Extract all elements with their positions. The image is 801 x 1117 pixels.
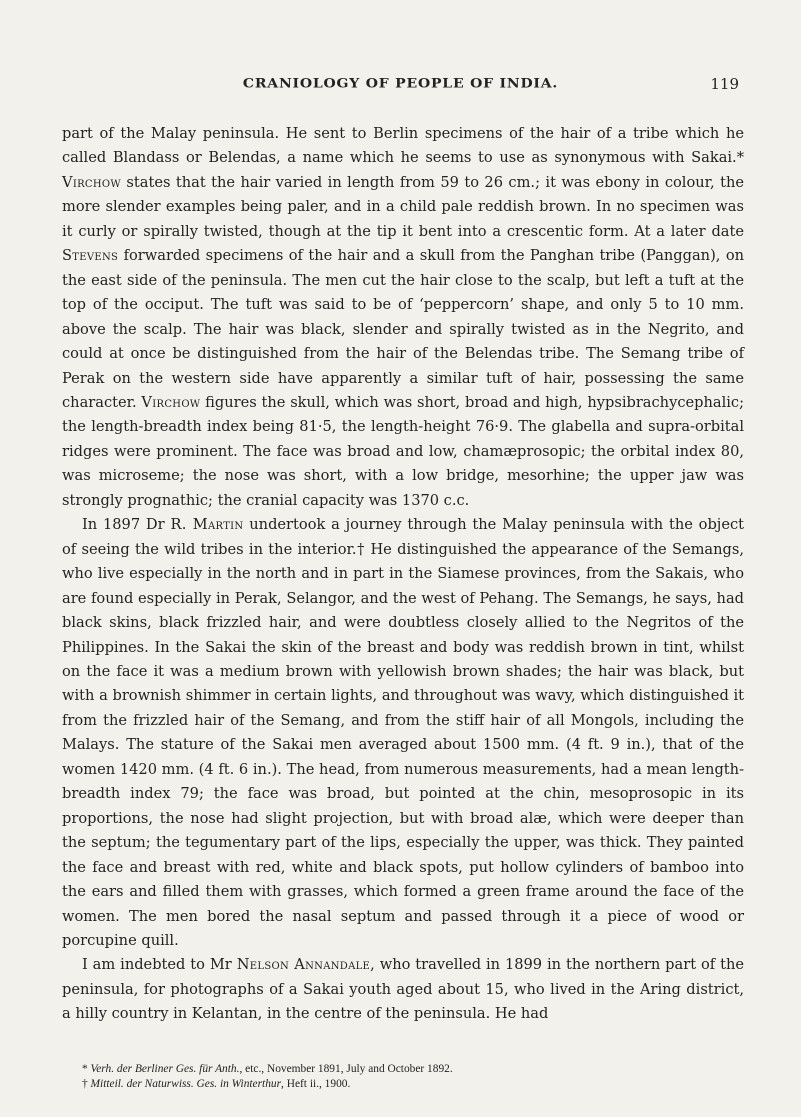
page-number: 119 bbox=[710, 75, 739, 93]
author-name: Nelson Annandale bbox=[236, 956, 371, 974]
text-run: I am indebted to Mr bbox=[82, 956, 237, 974]
footnote-mark: * bbox=[82, 1063, 91, 1075]
footnote-text: , etc., November 1891, July and October 1892. bbox=[239, 1063, 453, 1075]
paragraph-1 bbox=[62, 122, 744, 513]
text-run: In 1897 Dr bbox=[82, 516, 171, 534]
text-run: forwarded specimens of the hair and a skull from the Panghan tribe (Panggan), on the east side of the peninsula. The men cut the hair close to the scalp, but left a tuft at the top of the occiput. The tuft was said to be of ‘peppercorn’ shape, and only 5 to 10 mm. above the scalp. The hair was black, slender and spirally twisted as in the Negrito, and could at once be distinguished from the hair of the Belendas tribe. The Semang tribe of Perak on the western side have apparently a similar tuft of hair, possessing the same character. bbox=[62, 247, 744, 411]
author-name: R. Martin bbox=[170, 516, 244, 534]
author-name: Stevens bbox=[62, 247, 119, 265]
text-run: figures the skull, which was short, broad and high, hypsibrachycephalic; the length-breadth index being 81·5, the length-height 76·9. The glabella and supra-orbital ridges were prominent. The face was broad and low, chamæprosopic; the orbital index 80, was microseme; the nose was short, with a low bridge, mesorhine; the upper jaw was strongly prognathic; the cranial capacity was 1370 c.c. bbox=[62, 393, 744, 509]
footnote-mark: † bbox=[82, 1078, 91, 1090]
text-run: states that the hair varied in length from 59 to 26 cm.; it was ebony in colour, the more slender examples being paler, and in a child pale reddish brown. In no specimen was it curly or spirally twisted, though at the tip it bent into a crescentic form. At a later date bbox=[62, 173, 744, 240]
footnote-1 bbox=[62, 1062, 744, 1077]
footnote-2 bbox=[62, 1077, 744, 1092]
footnote-title: Mitteil. der Naturwiss. Ges. in Winterthur bbox=[90, 1078, 282, 1090]
footnote-text: , Heft ii., 1900. bbox=[281, 1078, 351, 1090]
paragraph-3 bbox=[62, 953, 744, 1026]
page-header bbox=[0, 76, 801, 100]
running-head: CRANIOLOGY OF PEOPLE OF INDIA. bbox=[242, 76, 559, 92]
body-text bbox=[62, 122, 744, 1027]
author-name: Virchow bbox=[62, 173, 121, 191]
author-name: Virchow bbox=[141, 393, 201, 411]
text-run: , who travelled in 1899 in the northern part of the peninsula, for photographs of a Sakai youth aged about 15, who lived in the Aring district, a hilly country in Kelantan, in the centre of the peninsula. He had bbox=[62, 956, 744, 1023]
footnote-title: Verh. der Berliner Ges. für Anth. bbox=[90, 1063, 240, 1075]
footnotes bbox=[62, 1062, 744, 1092]
text-run: undertook a journey through the Malay peninsula with the object of seeing the wild tribes in the interior.† He distinguished the appearance of the Semangs, who live especially in the north and in part in the Siamese provinces, from the Sakais, who are found especially in Perak, Selangor, and the west of Pehang. The Semangs, he says, had black skins, black frizzled hair, and were doubtless closely allied to the Negritos of the Philippines. In the Sakai the skin of the breast and body was reddish brown in tint, whilst on the face it was a medium brown with yellowish brown shades; the hair was black, but with a brownish shimmer in certain lights, and throughout was wavy, which distinguished it from the frizzled hair of the Semang, and from the stiff hair of all Mongols, including the Malays. The stature of the Sakai men averaged about 1500 mm. (4 ft. 9 in.), that of the women 1420 mm. (4 ft. 6 in.). The head, from numerous measurements, had a mean length-breadth index 79; the face was broad, but pointed at the chin, mesoprosopic in its proportions, the nose had slight projection, but with broad alæ, which were deeper than the septum; the tegumentary part of the lips, especially the upper, was thick. They painted the face and breast with red, white and black spots, put hollow cylinders of bamboo into the ears and filled them with grasses, which formed a green frame around the face of the women. The men bored the nasal septum and passed through it a piece of wood or porcupine quill. bbox=[62, 516, 744, 949]
text-run: part of the Malay peninsula. He sent to Berlin specimens of the hair of a tribe which he called Blandass or Belendas, a name which he seems to use as synonymous with Sakai.* bbox=[62, 125, 744, 167]
paragraph-2 bbox=[62, 513, 744, 953]
